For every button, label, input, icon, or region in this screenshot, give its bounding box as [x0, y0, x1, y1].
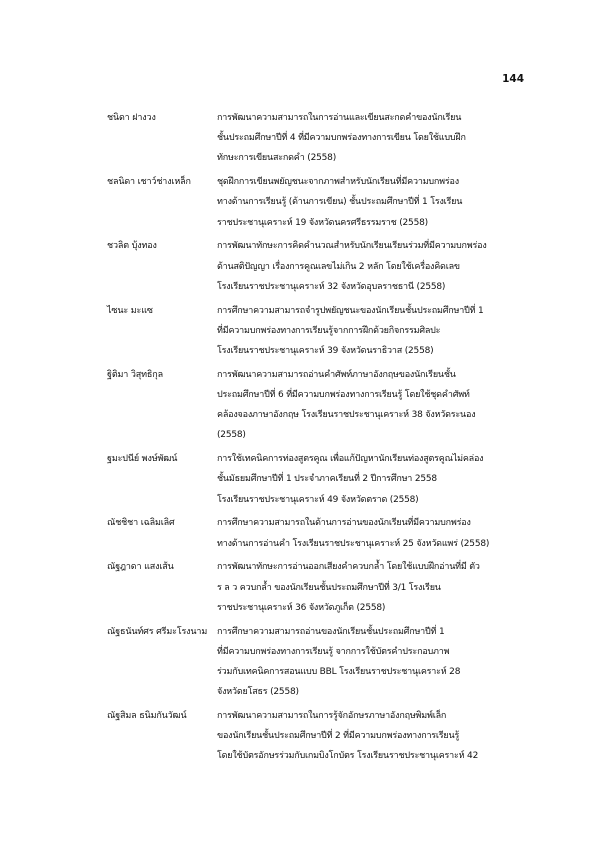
- entry-line: ร ล ว ควบกล้ำ ของนักเรียนชั้นประถมศึกษาปีที่ 3/1 โรงเรียน: [217, 582, 441, 593]
- entry-line: ทางด้านการเรียนรู้ (ด้านการเขียน) ชั้นประถมศึกษาปีที่ 1 โรงเรียน: [217, 197, 463, 208]
- entry-line: โรงเรียนราชประชานุเคราะห์ 32 จังหวัดอุบลราชธานี (2558): [217, 281, 446, 292]
- entry-author: ชนิดา ฝางวง: [107, 113, 156, 123]
- entry-line: ราชประชานุเคราะห์ 19 จังหวัดนครศรีธรรมราช (2558): [217, 217, 428, 228]
- entry-line: ทักษะการเขียนสะกดคำ (2558): [217, 153, 337, 164]
- entry-line: ทางด้านการอ่านคำ โรงเรียนราชประชานุเคราะห์ 25 จังหวัดแพร่ (2558): [217, 538, 490, 549]
- bibliography-entry: [107, 301, 527, 362]
- entry-line: การพัฒนาทักษะการคิดคำนวณสำหรับนักเรียนเรียนร่วมที่มีความบกพร่อง: [217, 241, 487, 252]
- entry-line: ด้านสติปัญญา เรื่องการคูณเลขไม่เกิน 2 หลัก โดยใช้เครื่องคิดเลข: [217, 261, 460, 272]
- entry-line: การพัฒนาทักษะการอ่านออกเสียงคำควบกล้ำ โดยใช้แบบฝึกอ่านที่มี ตัว: [217, 562, 480, 573]
- entry-line: โดยใช้บัตรอักษรร่วมกับเกมบิงโกบัตร โรงเรียนราชประชานุเคราะห์ 42: [217, 751, 479, 762]
- entry-line: ที่มีความบกพร่องทางการเรียนรู้ จากการใช้บัตรคำประกอบภาพ: [217, 646, 450, 657]
- entry-title: [217, 108, 527, 169]
- bibliography-entry: [107, 622, 527, 703]
- entry-author: ฐมะปนีย์ พงษ์พัฒน์: [107, 454, 178, 465]
- entry-line: ประถมศึกษาปีที่ 6 ที่มีความบกพร่องทางการเรียนรู้ โดยใช้ชุดคำศัพท์: [217, 390, 470, 401]
- entry-title: [217, 449, 527, 510]
- entry-line: ชั้นประถมศึกษาปีที่ 4 ที่มีความบกพร่องทางการเขียน โดยใช้แบบฝึก: [217, 133, 466, 144]
- entry-title: [217, 301, 527, 362]
- bibliography-entry: [107, 365, 527, 446]
- entry-author: ชลนิดา เชาว์ช่างเหล็ก: [107, 177, 191, 188]
- entry-line: (2558): [217, 430, 246, 441]
- entry-author: ณัฐธนันท์ศร ศรีมะโรงนาม: [107, 626, 208, 637]
- entry-line: การพัฒนาความสามารถอ่านคำศัพท์ภาษาอังกฤษของนักเรียนชั้น: [217, 369, 456, 380]
- entry-title: [217, 557, 527, 618]
- entry-title: [217, 513, 527, 553]
- entry-line: ของนักเรียนชั้นประถมศึกษาปีที่ 2 ที่มีความบกพร่องทางการเรียนรู้: [217, 731, 460, 742]
- page-number: 144: [502, 73, 524, 85]
- entry-line: การพัฒนาความสามารถในการอ่านและเขียนสะกดคำของนักเรียน: [217, 113, 462, 123]
- entry-line: ชั้นมัธยมศึกษาปีที่ 1 ประจำภาคเรียนที่ 2 ปีการศึกษา 2558: [217, 474, 437, 485]
- bibliography-list: [107, 108, 527, 770]
- entry-line: คล้องจองภาษาอังกฤษ โรงเรียนราชประชานุเคราะห์ 38 จังหวัดระนอง: [217, 410, 476, 421]
- entry-title: [217, 622, 527, 703]
- entry-line: ชุดฝึกการเขียนพยัญชนะจากภาพสำหรับนักเรียนที่มีความบกพร่อง: [217, 177, 459, 188]
- entry-line: ร่วมกับเทคนิคการสอนแบบ BBL โรงเรียนราชประชานุเคราะห์ 28: [217, 667, 461, 678]
- entry-line: การศึกษาความสามารถจำรูปพยัญชนะของนักเรียนชั้นประถมศึกษาปีที่ 1: [217, 305, 484, 316]
- entry-title: [217, 365, 527, 446]
- entry-line: จังหวัดยโสธร (2558): [217, 687, 299, 698]
- bibliography-entry: [107, 449, 527, 510]
- entry-line: การศึกษาความสามารถอ่านของนักเรียนชั้นประถมศึกษาปีที่ 1: [217, 626, 445, 637]
- entry-author: ณัฐฎาดา แสงเส้น: [107, 562, 174, 573]
- entry-title: [217, 236, 527, 297]
- bibliography-entry: [107, 108, 527, 169]
- bibliography-entry: [107, 706, 527, 767]
- entry-line: โรงเรียนราชประชานุเคราะห์ 39 จังหวัดนราธิวาส (2558): [217, 346, 434, 357]
- bibliography-entry: [107, 172, 527, 233]
- entry-title: [217, 172, 527, 233]
- bibliography-entry: [107, 513, 527, 553]
- entry-author: ชวลิต บุ้งทอง: [107, 241, 157, 252]
- entry-line: การพัฒนาความสามารถในการรู้จักอักษรภาษาอังกฤษพิมพ์เล็ก: [217, 711, 447, 722]
- bibliography-entry: [107, 236, 527, 297]
- entry-line: ราชประชานุเคราะห์ 36 จังหวัดภูเก็ต (2558): [217, 602, 386, 613]
- bibliography-entry: [107, 557, 527, 618]
- entry-line: การศึกษาความสามารถในด้านการอ่านของนักเรียนที่มีความบกพร่อง: [217, 518, 471, 529]
- entry-author: ไซนะ มะแซ: [107, 305, 153, 316]
- entry-author: ณัฐสิมล ธนิมกันวัฒน์: [107, 711, 187, 722]
- entry-line: ที่มีความบกพร่องทางการเรียนรู้จากการฝึกด้วยกิจกรรมศิลปะ: [217, 325, 441, 336]
- entry-title: [217, 706, 527, 767]
- entry-author: ณัชชิชา เฉลิมเลิศ: [107, 518, 175, 529]
- entry-line: การใช้เทคนิคการท่องสูตรคูณ เพื่อแก้ปัญหานักเรียนท่องสูตรคูณไม่คล่อง: [217, 454, 484, 465]
- entry-author: ฐิติมา วิสุทธิกุล: [107, 369, 163, 380]
- entry-line: โรงเรียนราชประชานุเคราะห์ 49 จังหวัดตราด (2558): [217, 494, 419, 505]
